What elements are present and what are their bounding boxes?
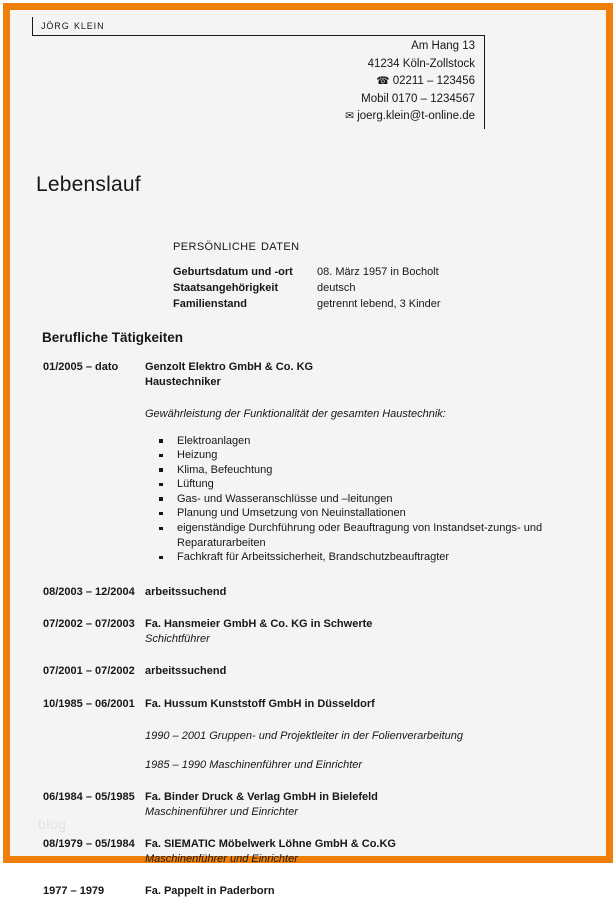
- job-date: 1977 – 1979: [43, 885, 105, 898]
- contact-city: 41234 Köln-Zollstock: [367, 57, 475, 70]
- job-role: Maschinenführer und Einrichter: [145, 805, 298, 818]
- personal-label: Familienstand: [173, 298, 247, 310]
- personal-label: Staatsangehörigkeit: [173, 282, 279, 294]
- orange-page-border: [3, 3, 613, 898]
- job-body: [145, 790, 606, 819]
- job-body: [145, 360, 606, 565]
- document-header: [10, 10, 606, 132]
- list-item: [10, 697, 606, 773]
- list-item: Lüftung: [145, 477, 582, 492]
- job-date: 07/2002 – 07/2003: [43, 618, 135, 631]
- header-horizontal-rule: [132, 35, 485, 37]
- job-body: [145, 664, 606, 679]
- document-sheet: [10, 10, 606, 898]
- table-row: [173, 265, 441, 281]
- list-item: [10, 664, 606, 679]
- job-company: Fa. Pappelt in Paderborn: [145, 885, 275, 898]
- blog-watermark: blog: [38, 816, 67, 832]
- contact-mobile: Mobil 0170 – 1234567: [361, 92, 475, 105]
- list-item: Klima, Befeuchtung: [145, 463, 582, 478]
- job-company: Genzolt Elektro GmbH & Co. KG: [145, 361, 314, 373]
- personal-value: 08. März 1957 in Bocholt: [317, 266, 439, 278]
- job-company: Fa. Binder Druck & Verlag GmbH in Bielefeld: [145, 791, 378, 804]
- job-company: arbeitssuchend: [145, 665, 227, 678]
- personal-value: getrennt lebend, 3 Kinder: [317, 298, 441, 310]
- list-item: [10, 837, 606, 866]
- list-item: eigenständige Durchführung oder Beauftragung von Instandset-zungs- und Reparaturarbeiten: [145, 521, 582, 550]
- spacer: [10, 772, 606, 790]
- spacer: [10, 819, 606, 837]
- contact-phone-line: [345, 73, 475, 91]
- contact-phone: 02211 – 123456: [392, 75, 475, 87]
- contact-email: joerg.klein@t-online.de: [357, 110, 475, 122]
- job-body: [145, 585, 606, 600]
- contact-block: [345, 38, 475, 126]
- list-item: Gas- und Wasseranschlüsse und –leitungen: [145, 492, 582, 507]
- job-intro: Gewährleistung der Funktionalität der gesamten Haustechnik:: [145, 408, 446, 420]
- personal-data-heading: persönliche daten: [173, 237, 300, 254]
- job-body: [145, 697, 606, 773]
- job-responsibility-list: [145, 434, 582, 565]
- job-company: arbeitssuchend: [145, 585, 227, 598]
- list-item: Elektroanlagen: [145, 434, 582, 449]
- contact-street: Am Hang 13: [411, 40, 475, 52]
- job-date: 01/2005 – dato: [43, 361, 119, 373]
- career-entries-list: [10, 360, 606, 899]
- spacer: [10, 679, 606, 697]
- personal-label: Geburtsdatum und -ort: [173, 266, 293, 278]
- candidate-name: jörg klein: [41, 18, 105, 32]
- job-date: 07/2001 – 07/2002: [43, 665, 135, 678]
- page-title: Lebenslauf: [36, 173, 141, 196]
- contact-email-line: [345, 108, 475, 126]
- list-item: [10, 585, 606, 600]
- personal-data-table: [173, 265, 441, 313]
- job-date: 08/2003 – 12/2004: [43, 585, 135, 598]
- spacer: [145, 711, 582, 729]
- job-company: Fa. Hussum Kunststoff GmbH in Düsseldorf: [145, 697, 375, 710]
- job-body: [145, 837, 606, 866]
- spacer: [10, 565, 606, 585]
- job-company: Fa. Hansmeier GmbH & Co. KG in Schwerte: [145, 618, 373, 631]
- contact-vertical-rule: [484, 35, 486, 129]
- spacer: [10, 646, 606, 664]
- list-item: Fachkraft für Arbeitssicherheit, Brandschutzbeauftragter: [145, 550, 582, 565]
- table-row: [173, 281, 441, 297]
- table-row: [173, 297, 441, 313]
- career-section-heading: Berufliche Tätigkeiten: [42, 330, 184, 345]
- spacer: [10, 599, 606, 617]
- spacer: [145, 389, 582, 407]
- name-box: [32, 17, 132, 36]
- job-body: [145, 617, 606, 646]
- personal-value: deutsch: [317, 282, 356, 294]
- envelope-icon: ✉: [345, 110, 354, 122]
- spacer: [145, 744, 582, 758]
- job-role: Maschinenführer und Einrichter: [145, 852, 298, 865]
- spacer: [10, 866, 606, 884]
- list-item: [10, 884, 606, 899]
- job-note: 1985 – 1990 Maschinenführer und Einrichter: [145, 758, 363, 771]
- list-item: [10, 790, 606, 819]
- job-role: Schichtführer: [145, 632, 210, 645]
- job-date: 08/1979 – 05/1984: [43, 838, 135, 851]
- job-date: 10/1985 – 06/2001: [43, 697, 135, 710]
- list-item: [10, 360, 606, 565]
- telephone-icon: ☎: [376, 75, 390, 87]
- job-role: Haustechniker: [145, 375, 221, 388]
- job-body: [145, 884, 606, 899]
- job-note: 1990 – 2001 Gruppen- und Projektleiter in der Folienverarbeitung: [145, 730, 463, 743]
- list-item: Heizung: [145, 448, 582, 463]
- list-item: [10, 617, 606, 646]
- job-date: 06/1984 – 05/1985: [43, 791, 135, 804]
- list-item: Planung und Umsetzung von Neuinstallationen: [145, 506, 582, 521]
- job-company: Fa. SIEMATIC Möbelwerk Löhne GmbH & Co.KG: [145, 838, 396, 851]
- spacer: [145, 422, 582, 434]
